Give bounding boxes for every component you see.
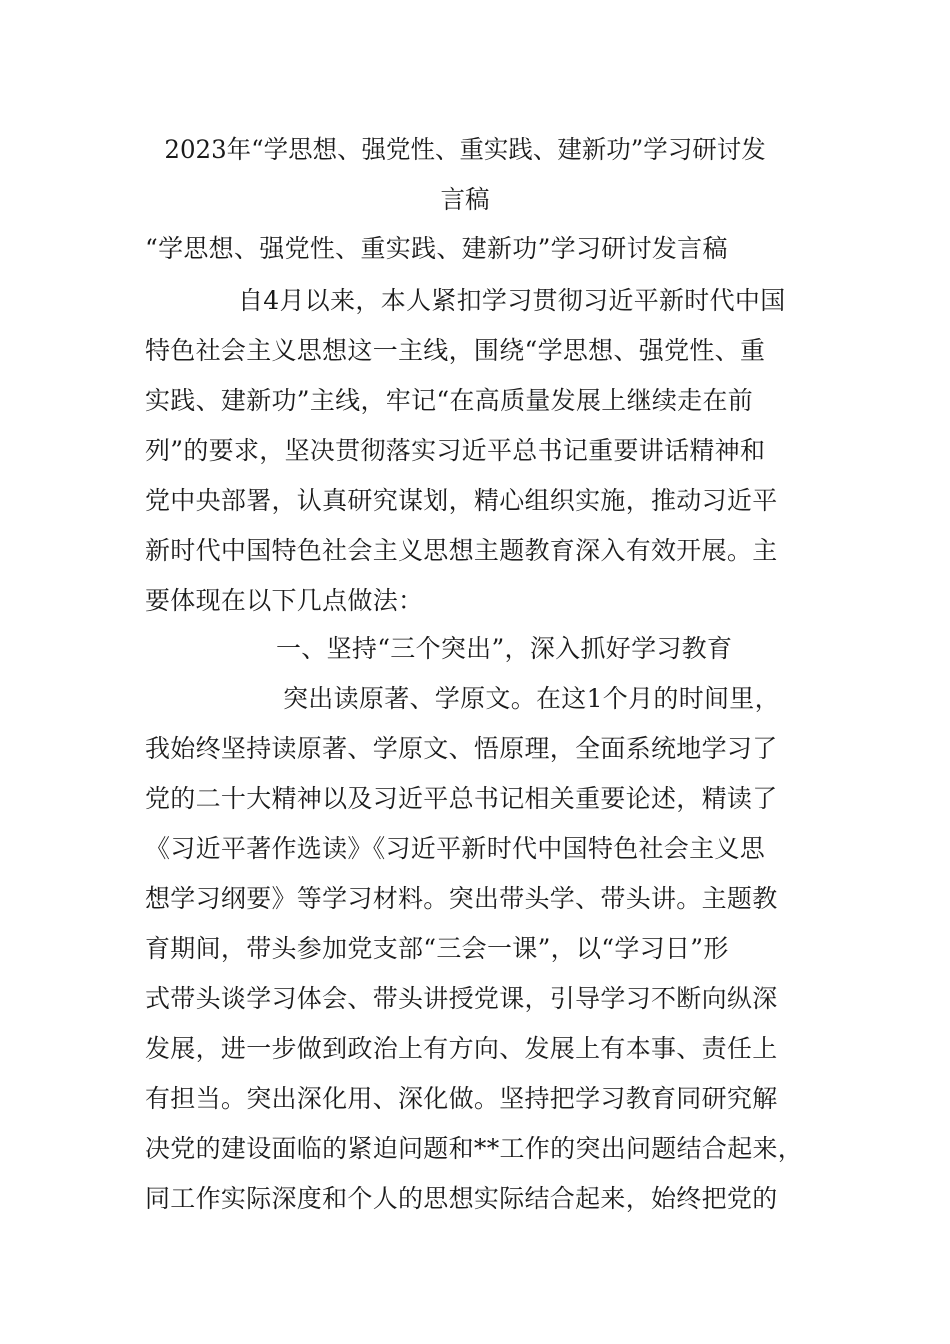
document-title-line-1: 2023年“学思想、强党性、重实践、建新功”学习研讨发 [164, 135, 766, 164]
paragraph-line: 新时代中国特色社会主义思想主题教育深入有效开展。主 [145, 536, 778, 565]
paragraph-line: 决党的建设面临的紧迫问题和**工作的突出问题结合起来， [145, 1134, 804, 1163]
paragraph-line: 想学习纲要》等学习材料。突出带头学、带头讲。主题教 [145, 884, 778, 913]
paragraph-line: 要体现在以下几点做法： [145, 586, 424, 615]
paragraph-line: 列”的要求，坚决贯彻落实习近平总书记重要讲话精神和 [145, 436, 766, 465]
paragraph-line: 实践、建新功”主线，牢记“在高质量发展上继续走在前 [145, 386, 754, 415]
paragraph-line: 同工作实际深度和个人的思想实际结合起来，始终把党的 [145, 1184, 778, 1213]
section-heading: 一、坚持“三个突出”，深入抓好学习教育 [276, 634, 733, 663]
document-subtitle: “学思想、强党性、重实践、建新功”学习研讨发言稿 [145, 234, 728, 263]
paragraph-line: 党中央部署，认真研究谋划，精心组织实施，推动习近平 [145, 486, 778, 515]
paragraph-line: 自4月以来，本人紧扣学习贯彻习近平新时代中国 [238, 286, 786, 315]
paragraph-line: 突出读原著、学原文。在这1个月的时间里， [283, 684, 780, 713]
paragraph-line: 发展，进一步做到政治上有方向、发展上有本事、责任上 [145, 1034, 778, 1063]
paragraph-line: 《习近平著作选读》《习近平新时代中国特色社会主义思 [145, 834, 766, 863]
paragraph-line: 式带头谈学习体会、带头讲授党课，引导学习不断向纵深 [145, 984, 778, 1013]
paragraph-line: 特色社会主义思想这一主线，围绕“学思想、强党性、重 [145, 336, 766, 365]
paragraph-line: 育期间，带头参加党支部“三会一课”，以“学习日”形 [145, 934, 729, 963]
document-title-line-2: 言稿 [440, 185, 490, 214]
paragraph-line: 党的二十大精神以及习近平总书记相关重要论述，精读了 [145, 784, 778, 813]
paragraph-line: 我始终坚持读原著、学原文、悟原理，全面系统地学习了 [145, 734, 778, 763]
paragraph-line: 有担当。突出深化用、深化做。坚持把学习教育同研究解 [145, 1084, 778, 1113]
